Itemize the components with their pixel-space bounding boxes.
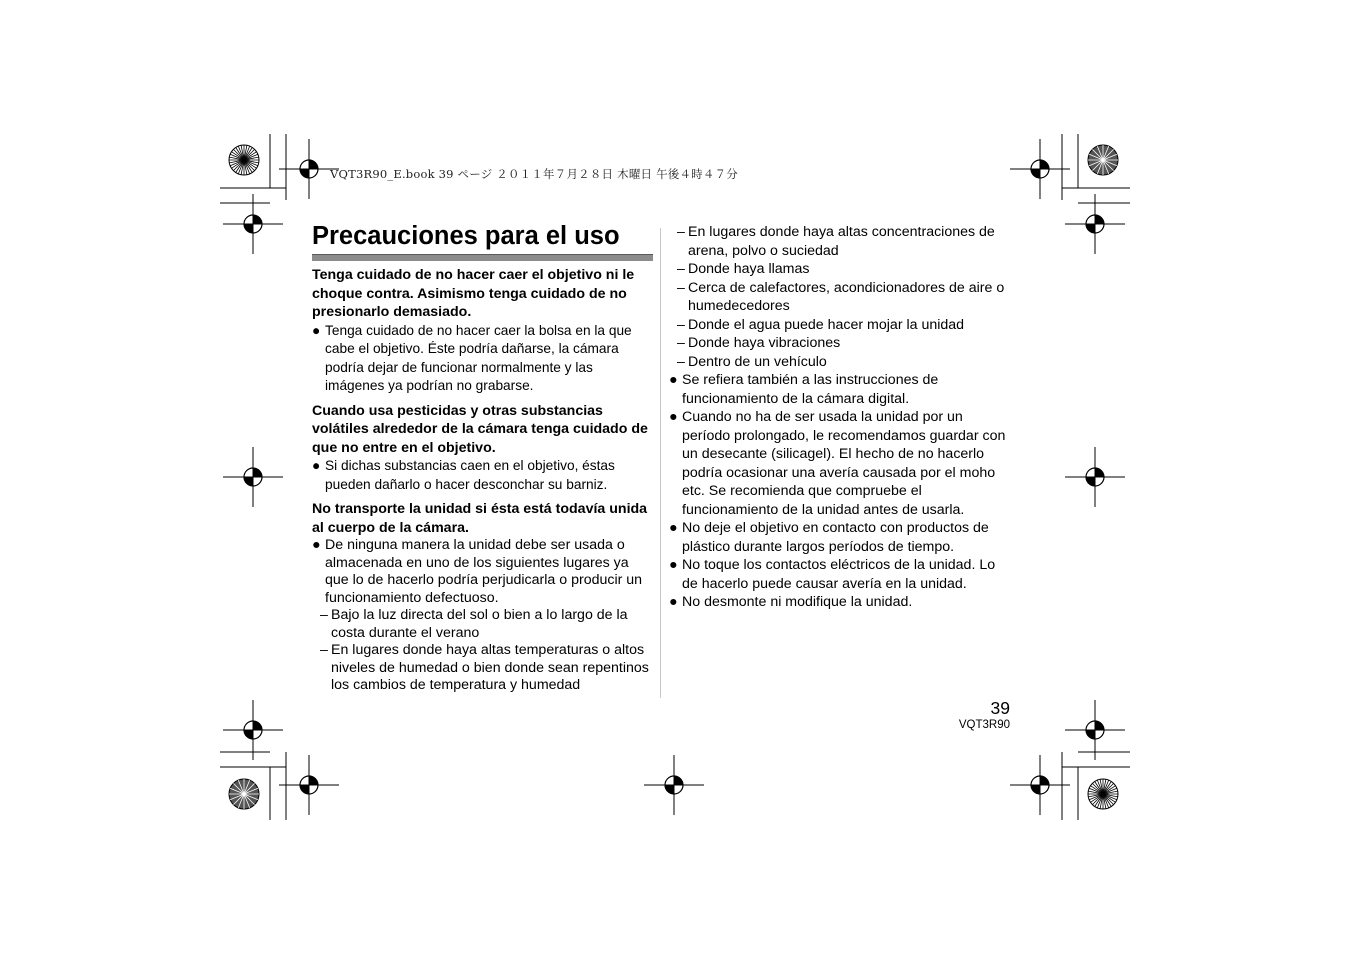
dash-icon: – [677,316,685,333]
list-item-text: De ninguna manera la unidad debe ser usada o almacenada en uno de los siguientes lugares ya que lo de hacerlo podría perjudicarla o producir un funcionamiento defectuoso. [325,537,643,606]
list-item-text: Si dichas substancias caen en el objetivo, éstas pueden dañarlo o hacer desconchar su barniz. [325,458,615,492]
dash-icon: – [320,607,328,623]
sub-list-item-text: Donde haya vibraciones [688,335,841,351]
list-item-text: Cuando no ha de ser usada la unidad por un período prolongado, le recomendamos guardar con un desecante (silicagel). El hecho de no hacerlo podría ocasionar una avería causada por el moho etc. Se recomienda que compruebe el funcionamiento de la unidad antes de usarla. [682,409,1006,518]
dash-icon: – [320,642,328,658]
dash-icon: – [677,279,685,296]
list-item [669,556,1014,593]
dash-icon: – [677,353,685,370]
page-title: Precauciones para el uso [312,222,620,250]
sub-list-item [669,223,1014,260]
list-item-text: No toque los contactos eléctricos de la unidad. Lo de hacerlo puede causar avería en la unidad. [682,557,996,592]
sub-list-item-text: Donde el agua puede hacer mojar la unidad [688,316,965,333]
sub-list-item-text: En lugares donde haya altas concentraciones de arena, polvo o suciedad [688,224,995,259]
sub-list-item [669,279,1014,316]
dash-icon: – [677,224,685,240]
list-item [669,408,1014,519]
section-heading: No transporte la unidad si ésta está todavía unida al cuerpo de la cámara. [312,501,648,536]
list-item [312,457,654,494]
document-code: VQT3R90 [958,719,1010,731]
left-column [312,266,654,695]
bullet-icon: ● [669,409,678,425]
list-item [669,371,1014,408]
list-item [669,519,1014,556]
sub-list-item-text: En lugares donde haya altas temperaturas o altos niveles de humedad o bien donde sean repentinos los cambios de temperatura y humedad [331,642,649,693]
list-item-text: Se refiera también a las instrucciones de funcionamiento de la cámara digital. [682,372,939,407]
sub-list-item-text: Donde haya llamas [688,261,810,277]
list-item-text: No deje el objetivo en contacto con productos de plástico durante largos períodos de tiempo. [682,520,989,555]
dash-icon: – [677,335,685,351]
list-item [312,537,654,607]
sub-list-item [669,260,1014,279]
bullet-icon: ● [312,537,321,553]
right-column [669,223,1014,612]
sub-list-item [312,642,654,695]
section-heading: Cuando usa pesticidas y otras substancias volátiles alrededor de la cámara tenga cuidado de que no entre en el objetivo. [312,402,648,456]
print-header: VQT3R90_E.book 39 ページ ２０１１年７月２８日 木曜日 午後４時４７分 [330,167,738,181]
bullet-icon: ● [312,322,321,338]
sub-list-item [312,607,654,642]
section-heading: Tenga cuidado de no hacer caer el objetivo ni le choque contra. Asimismo tenga cuidado de no presionarlo demasiado. [312,267,635,320]
bullet-icon: ● [669,372,678,388]
title-underline [312,254,653,261]
list-item [312,322,654,396]
sub-list-item [669,334,1014,353]
sub-list-item-text: Dentro de un vehículo [688,353,827,370]
bullet-icon: ● [669,557,678,573]
bullet-icon: ● [669,520,678,536]
sub-list-item-text: Cerca de calefactores, acondicionadores de aire o humedecedores [688,279,1005,314]
sub-list-item [669,316,1014,335]
dash-icon: – [677,261,685,277]
column-divider [660,228,661,698]
list-item-text: No desmonte ni modifique la unidad. [682,594,913,610]
bullet-icon: ● [312,458,321,473]
list-item [669,593,1014,612]
sub-list-item [669,353,1014,372]
bullet-icon: ● [669,594,678,610]
list-item-text: Tenga cuidado de no hacer caer la bolsa en la que cabe el objetivo. Éste podría dañarse, la cámara podría dejar de funcionar normalmente y las imágenes ya podrían no grabarse. [325,322,632,393]
sub-list-item-text: Bajo la luz directa del sol o bien a lo largo de la costa durante el verano [331,607,628,641]
page-number: 39 [990,698,1010,718]
